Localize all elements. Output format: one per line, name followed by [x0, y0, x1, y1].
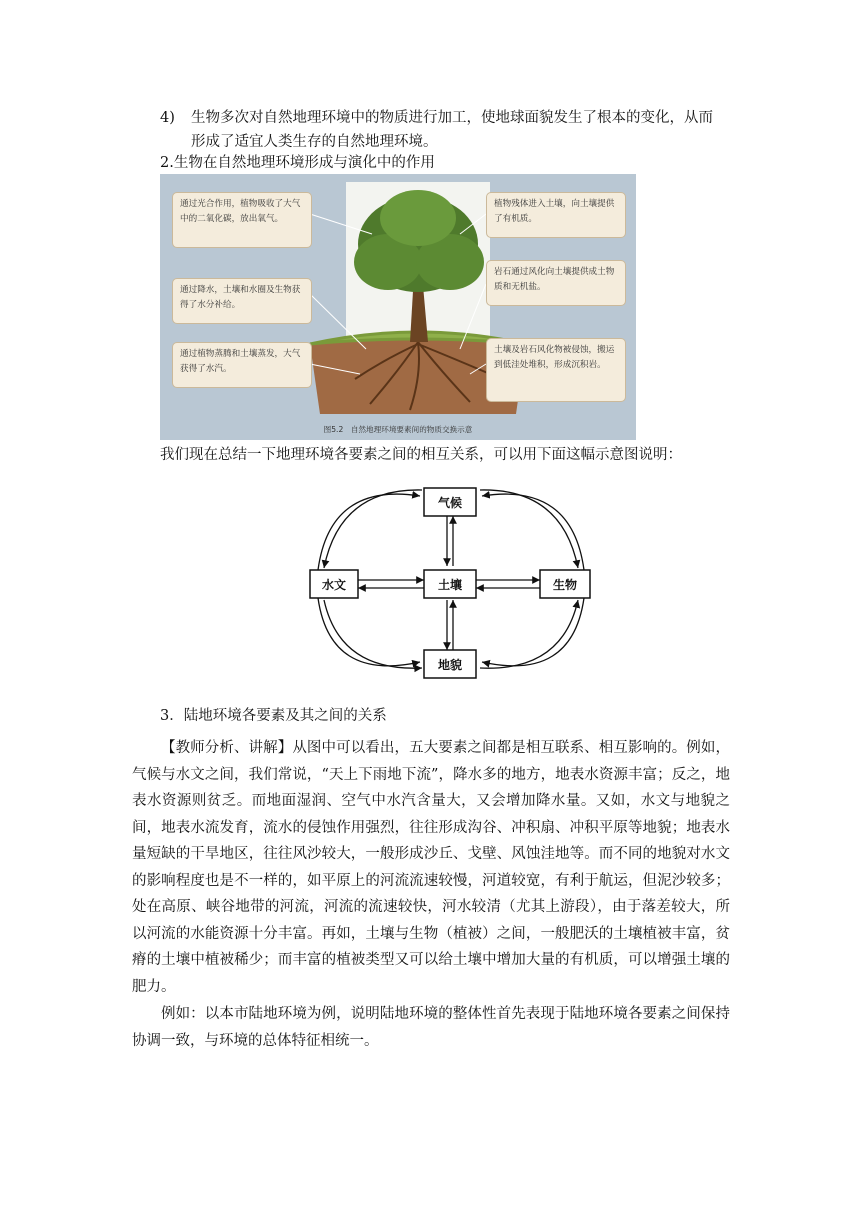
item4-line2: 形成了适宜人类生存的自然地理环境。 [191, 134, 438, 150]
node-landform: 地貌 [437, 658, 463, 672]
analysis-lead: 【教师分析、讲解】 [161, 740, 293, 756]
analysis-paragraph [132, 735, 730, 1000]
example-paragraph: 例如：以本市陆地环境为例，说明陆地环境的整体性首先表现于陆地环境各要素之间保持协调一致，与环境的总体特征相统一。 [132, 1006, 730, 1049]
node-climate: 气候 [437, 496, 463, 510]
analysis-text: 从图中可以看出，五大要素之间都是相互联系、相互影响的。例如，气候与水文之间，我们常说，“天上下雨地下流”，降水多的地方，地表水资源丰富；反之，地表水资源则贫乏。而地面湿润、空气中水汽含量大，又会增加降水量。又如，水文与地貌之间，地表水流发育，流水的侵蚀作用强烈，往往形成沟谷、冲积扇、冲积平原等地貌；地表水量短缺的干旱地区，往往风沙较大，一般形成沙丘、戈壁、风蚀洼地等。而不同的地貌对水文的影响程度也是不一样的，如平原上的河流流速较慢，河道较宽，有利于航运，但泥沙较多；处在高原、峡谷地带的河流，河流的流速较快，河水较清（尤其上游段），由于落差较大，所以河流的水能资源十分丰富。再如，土壤与生物（植被）之间，一般肥沃的土壤植被丰富，贫瘠的土壤中植被稀少；而丰富的植被类型又可以给土壤中增加大量的有机质，可以增强土壤的肥力。 [132, 740, 730, 995]
node-hydrology: 水文 [321, 578, 347, 592]
callout-organic-matter: 植物残体进入土壤，向土壤提供了有机质。 [486, 192, 626, 238]
figure-caption: 图5.2 自然地理环境要素间的物质交换示意 [323, 425, 473, 434]
callout-photosynthesis: 通过光合作用，植物吸收了大气中的二氧化碳，放出氧气。 [172, 192, 312, 248]
section-heading-2: 2.生物在自然地理环境形成与演化中的作用 [160, 155, 435, 171]
node-soil: 土壤 [437, 578, 463, 592]
figure-material-exchange [160, 174, 636, 440]
item4-line1: 生物多次对自然地理环境中的物质进行加工，使地球面貌发生了根本的变化，从而 [191, 110, 713, 126]
section-heading-3: 3．陆地环境各要素及其之间的关系 [160, 708, 387, 724]
callout-sedimentation: 土壤及岩石风化物被侵蚀，搬运到低洼处堆积，形成沉积岩。 [486, 338, 626, 402]
callout-weathering: 岩石通过风化向土壤提供成土物质和无机盐。 [486, 260, 626, 306]
relationship-diagram [300, 482, 600, 682]
list-number: 4) [160, 110, 175, 126]
node-biology: 生物 [552, 578, 578, 592]
callout-transpiration: 通过植物蒸腾和土壤蒸发，大气获得了水汽。 [172, 342, 312, 388]
callout-precipitation: 通过降水，土壤和水圈及生物获得了水分补给。 [172, 278, 312, 324]
summary-intro: 我们现在总结一下地理环境各要素之间的相互关系，可以用下面这幅示意图说明： [160, 447, 682, 463]
